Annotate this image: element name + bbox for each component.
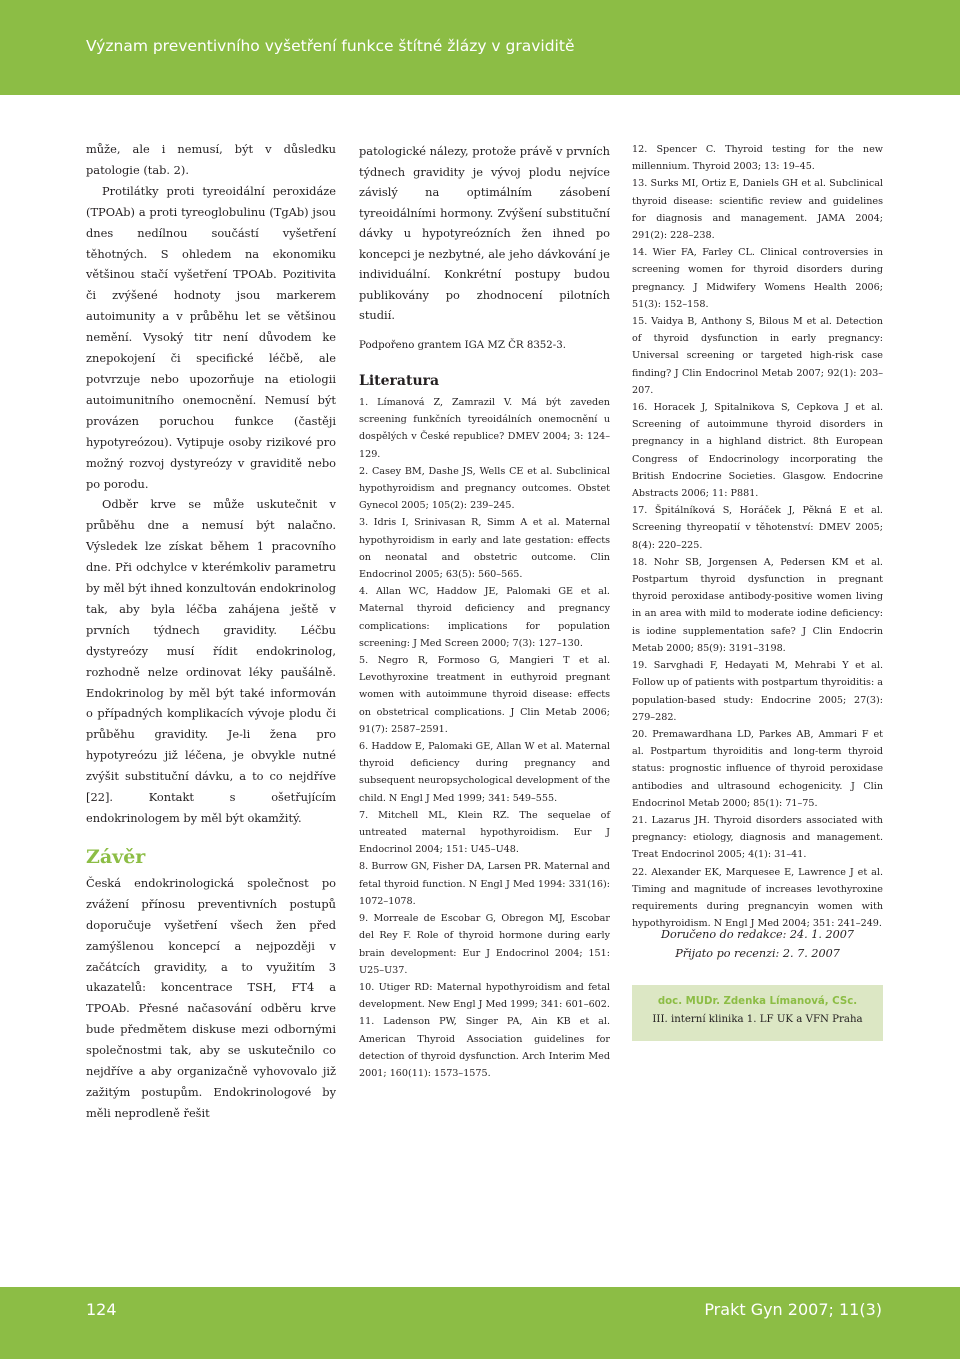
reference-item: 21. Lazarus JH. Thyroid disorders associated with pregnancy: etiology, diagnosis and management. Treat Endocrinol 2005; 4(1): 31–41.: [632, 814, 883, 861]
reference-item: 16. Horacek J, Spitalnikova S, Cepkova J et al. Screening of autoimmune thyroid disorders in pregnancy in a highland district. 8th European Congress of Endocrinology incorporating the British Endocrine Societies. Glasgow. Endocrine Abstracts 2006; 11: P881.: [632, 402, 883, 500]
reference-list: [359, 394, 610, 1082]
paragraph: Česká endokrinologická společnost po zvážení přínosu preventivních postupů doporučuje vyšetření všech žen před zamýšlenou koncepcí a nejpozději v začátcích gravidity, a to využitím 3 ukazatelů: koncentrace TSH, FT4 a TPOAb. Přesné načasování odběru krve bude předmětem diskuse mezi odbornými společnostmi tak, aby se uskutečnilo co nejdříve a aby organizačně vyhovovalo již zažitým postupům. Endokrinologové by měli neprodleně řešit: [86, 875, 336, 1120]
page-number: 124: [86, 1300, 117, 1319]
paragraph: Protilátky proti tyreoidální peroxidáze (TPOAb) a proti tyreoglobulinu (TgAb) jsou dnes nedílnou součástí vyšetření těhotných. S ohledem na ekonomiku většinou stačí vyšetření TPOAb. Pozitivita či zvýšené hodnoty jsou markerem autoimunity a v průběhu let se většinou nemění. Vysoký titr není důvodem ke znepokojení či specifické léčbě, ale potvrzuje nebo upozorňuje na etiologii autoimunitního onemocnění. Nemusí být provázen poruchou funkce (častěji hypotyreózou). Vytipuje osoby rizikové pro možný rozvoj dystyreózy v graviditě nebo po porodu.: [86, 183, 336, 491]
reference-item: 18. Nohr SB, Jorgensen A, Pedersen KM et al. Postpartum thyroid dysfunction in pregnant thyroid peroxidase antibody-positive women living in an area with mild to moderate iodine deficiency: is iodine supplementation safe? J Clin Endocrin Metab 2000; 85(9): 3191–3198.: [632, 556, 883, 654]
reference-item: 19. Sarvghadi F, Hedayati M, Mehrabi Y et al. Follow up of patients with postpartum thyroiditis: a population-based study: Endocrine 2005; 27(3): 279–282.: [632, 660, 883, 723]
page-footer: [0, 1287, 960, 1359]
article-column-2: [359, 141, 610, 1082]
reference-item: 6. Haddow E, Palomaki GE, Allan W et al. Maternal thyroid deficiency during pregnancy and subsequent neuropsychological development of the child. N Engl J Med 1999; 341: 549–555.: [359, 741, 610, 804]
reference-item: 17. Špitálníková S, Horáček J, Pěkná E et al. Screening thyreopatií v těhotenství: DMEV 2005; 8(4): 220–225.: [632, 505, 883, 551]
reference-item: 1. Límanová Z, Zamrazil V. Má být zaveden screening funkčních tyreoidálních onemocnění u dospělých v České republice? DMEV 2004; 3: 124–129.: [359, 397, 610, 460]
reference-item: 11. Ladenson PW, Singer PA, Ain KB et al. American Thyroid Association guidelines for detection of thyroid dysfunction. Arch Interim Med 2001; 160(11): 1573–1575.: [359, 1016, 610, 1079]
reference-list: [632, 141, 883, 932]
author-box: [632, 985, 883, 1041]
page-header: [0, 0, 960, 95]
article-column-1: [86, 139, 336, 1124]
article-column-3: [632, 141, 883, 932]
reference-item: 7. Mitchell ML, Klein RZ. The sequelae of untreated maternal hypothyroidism. Eur J Endocrinol 2004; 151: U45–U48.: [359, 809, 610, 856]
reference-item: 13. Surks MI, Ortiz E, Daniels GH et al. Subclinical thyroid disease: scientific review and guidelines for diagnosis and management. JAMA 2004; 291(2): 228–238.: [632, 178, 883, 242]
reference-item: 14. Wier FA, Farley CL. Clinical controversies in screening women for thyroid disorders during pregnancy. J Midwifery Womens Health 2006; 51(3): 152–158.: [632, 247, 883, 310]
journal-citation: Prakt Gyn 2007; 11(3): [704, 1300, 882, 1319]
author-institution: III. interní klinika 1. LF UK a VFN Praha: [652, 1014, 863, 1025]
reference-item: 20. Premawardhana LD, Parkes AB, Ammari F et al. Postpartum thyroiditis and long-term thyroid status: prognostic influence of thyroid peroxidase antibodies and ultrasound echogenicity. J Clin Endocrinol Metab 2000; 85(1): 71–75.: [632, 728, 883, 809]
running-title: Význam preventivního vyšetření funkce štítné žlázy v graviditě: [86, 37, 575, 55]
reference-item: 22. Alexander EK, Marquesee E, Lawrence J et al. Timing and magnitude of increases levothyroxine requirements during pregnancyin women with hypothyroidism. N Engl J Med 2004; 351: 241–249.: [632, 866, 883, 930]
reference-item: 2. Casey BM, Dashe JS, Wells CE et al. Subclinical hypothyroidism and pregnancy outcomes. Obstet Gynecol 2005; 105(2): 239–245.: [359, 465, 610, 512]
received-date: Doručeno do redakce: 24. 1. 2007: [661, 928, 854, 941]
author-name: doc. MUDr. Zdenka Límanová, CSc.: [657, 996, 858, 1007]
reference-item: 10. Utiger RD: Maternal hypothyroidism and fetal development. New Engl J Med 1999; 341: 601–602.: [359, 981, 610, 1011]
paragraph: může, ale i nemusí, být v důsledku patologie (tab. 2).: [86, 142, 336, 177]
reference-item: 3. Idris I, Srinivasan R, Simm A et al. Maternal hypothyroidism in early and late gestation: effects on neonatal and obstetric outcome. Clin Endocrinol 2005; 63(5): 560–565.: [359, 517, 610, 581]
references-heading: Literatura: [359, 373, 440, 389]
paragraph: Odběr krve se může uskutečnit v průběhu dne a nemusí být nalačno. Výsledek lze získat během 1 pracovního dne. Při odchylce v kterémkoliv parametru by měl být ihned konzultován endokrinolog tak, aby byla léčba zahájena ještě v prvních týdnech gravidity. Léčbu dystyreózy musí řídit endokrinolog, rozhodně nelze ordinovat léky paušálně. Endokrinolog by měl být také informován o případných komplikacích vývoje plodu či průběhu gravidity. Je-li žena pro hypotyreózu již léčena, je obvykle nutné zvýšit substituční dávku, a to co nejdříve [22]. Kontakt s ošetřujícím endokrinologem by měl být okamžitý.: [86, 497, 336, 825]
reference-item: 4. Allan WC, Haddow JE, Palomaki GE et al. Maternal thyroid deficiency and pregnancy complications: implications for population screening: J Med Screen 2000; 7(3): 127–130.: [359, 586, 610, 649]
accepted-date: Přijato po recenzi: 2. 7. 2007: [675, 947, 840, 960]
section-heading-zaver: Závěr: [86, 845, 146, 868]
reference-item: 12. Spencer C. Thyroid testing for the new millennium. Thyroid 2003; 13: 19–45.: [632, 144, 883, 173]
reference-item: 9. Morreale de Escobar G, Obregon MJ, Escobar del Rey F. Role of thyroid hormone during early brain development: Eur J Endocrinol 2004; 151: U25–U37.: [359, 913, 610, 976]
paragraph: patologické nálezy, protože právě v prvních týdnech gravidity je vývoj plodu nejvíce závislý na optimálním zásobení tyreoidálními hormony. Zvýšení substituční dávky u hypotyreózních žen ihned po koncepci je nezbytné, ale jeho dávkování je individuální. Konkrétní postupy budou publikovány po zhodnocení pilotních studií.: [359, 144, 610, 322]
reference-item: 8. Burrow GN, Fisher DA, Larsen PR. Maternal and fetal thyroid function. N Engl J Med 1994: 331(16): 1072–1078.: [359, 861, 610, 907]
reference-item: 5. Negro R, Formoso G, Mangieri T et al. Levothyroxine treatment in euthyroid pregnant women with autoimmune thyroid disease: effects on obstetrical complications. J Clin Metab 2006; 91(7): 2587–2591.: [359, 655, 610, 735]
grant-note: Podpořeno grantem IGA MZ ČR 8352-3.: [359, 339, 566, 351]
reference-item: 15. Vaidya B, Anthony S, Bilous M et al. Detection of thyroid dysfunction in early pregnancy: Universal screening or targeted high-risk case finding? J Clin Endocrinol Metab 2007; 92(1): 203–207.: [632, 316, 883, 396]
received-dates: [632, 925, 883, 963]
